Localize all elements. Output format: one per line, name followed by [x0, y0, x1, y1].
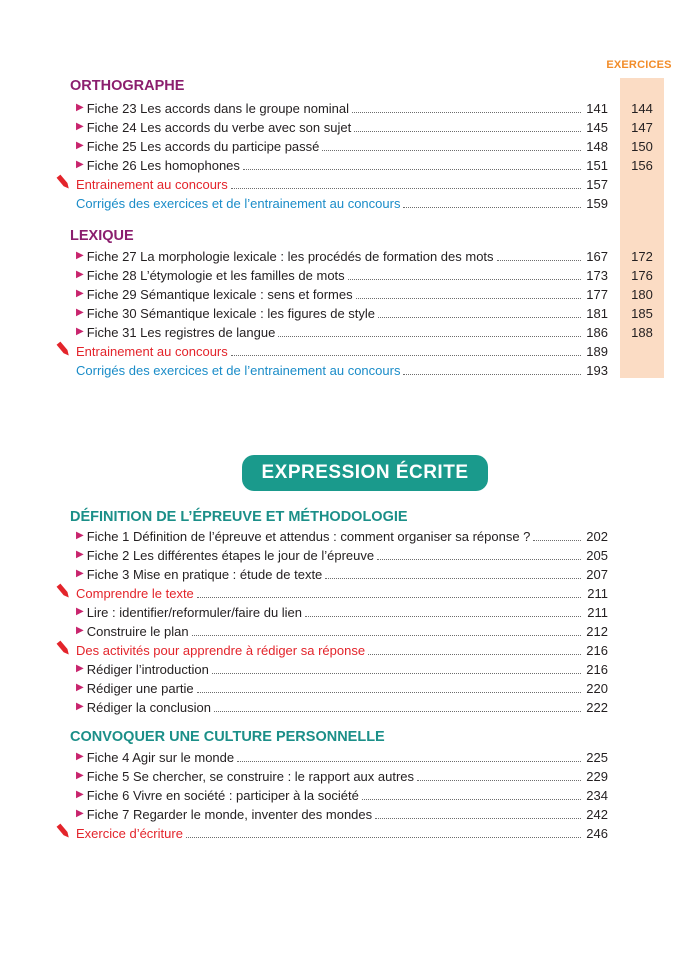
toc-entry-page: 234 [586, 788, 608, 803]
toc-entry-label: Fiche 5 Se chercher, se construire : le rapport aux autres [86, 769, 415, 784]
toc-entry-page: 229 [586, 769, 608, 784]
toc-entry-page: 222 [586, 700, 608, 715]
toc-entry[interactable] [76, 786, 608, 805]
toc-entry[interactable] [76, 603, 608, 622]
toc-entry-page: 159 [586, 196, 608, 211]
toc-entry-activites[interactable] [76, 641, 608, 660]
toc-entry-label: Corrigés des exercices et de l’entrainement au concours [76, 196, 401, 211]
dot-leader [231, 355, 581, 356]
section-title-definition: DÉFINITION DE L’ÉPREUVE ET MÉTHODOLOGIE [70, 509, 408, 525]
dot-leader [348, 279, 581, 280]
triangle-right-icon: ▶ [76, 121, 84, 132]
toc-entry-label: Fiche 24 Les accords du verbe avec son sujet [86, 120, 352, 135]
dot-leader [186, 837, 581, 838]
exercise-page[interactable]: 188 [631, 325, 653, 340]
triangle-right-icon: ▶ [76, 625, 84, 636]
dot-leader [305, 616, 581, 617]
toc-entry[interactable] [76, 99, 608, 118]
triangle-right-icon: ▶ [76, 102, 84, 113]
toc-entry[interactable] [76, 679, 608, 698]
dot-leader [403, 207, 581, 208]
dot-leader [354, 131, 581, 132]
dot-leader [377, 559, 581, 560]
toc-entry[interactable] [76, 805, 608, 824]
toc-entry-page: 205 [586, 548, 608, 563]
toc-entry-page: 167 [586, 249, 608, 264]
dot-leader [197, 597, 581, 598]
toc-entry[interactable] [76, 660, 608, 679]
triangle-right-icon: ▶ [76, 808, 84, 819]
dot-leader [497, 260, 581, 261]
toc-entry-label: Entrainement au concours [76, 177, 228, 192]
toc-entry-page: 211 [587, 586, 608, 601]
toc-entry-page: 242 [586, 807, 608, 822]
toc-entry[interactable] [76, 748, 608, 767]
dot-leader [214, 711, 581, 712]
section-title-culture: CONVOQUER UNE CULTURE PERSONNELLE [70, 729, 385, 745]
triangle-right-icon: ▶ [76, 288, 84, 299]
dot-leader [278, 336, 581, 337]
dot-leader [533, 540, 581, 541]
dot-leader [403, 374, 581, 375]
toc-entry-page: 145 [586, 120, 608, 135]
toc-entry-page: 207 [586, 567, 608, 582]
toc-entry-page: 148 [586, 139, 608, 154]
toc-entry-page: 211 [587, 605, 608, 620]
toc-entry-label: Fiche 6 Vivre en société : participer à la société [86, 788, 359, 803]
dot-leader [378, 317, 581, 318]
toc-entry[interactable] [76, 285, 608, 304]
dot-leader [356, 298, 581, 299]
toc-entry-label: Fiche 7 Regarder le monde, inventer des mondes [86, 807, 373, 822]
dot-leader [417, 780, 581, 781]
exercise-page[interactable]: 176 [631, 268, 653, 283]
expression-ecrite-banner: EXPRESSION ÉCRITE [242, 455, 488, 491]
exercise-page[interactable]: 172 [631, 249, 653, 264]
toc-entry-label: Fiche 29 Sémantique lexicale : sens et formes [86, 287, 353, 302]
toc-entry-comprendre[interactable] [76, 584, 608, 603]
toc-entry-page: 141 [586, 101, 608, 116]
exercise-page[interactable]: 147 [631, 120, 653, 135]
toc-entry[interactable] [76, 266, 608, 285]
toc-entry-label: Comprendre le texte [76, 586, 194, 601]
toc-entry[interactable] [76, 247, 608, 266]
toc-entry-page: 220 [586, 681, 608, 696]
toc-entry-label: Corrigés des exercices et de l’entrainement au concours [76, 363, 401, 378]
triangle-right-icon: ▶ [76, 770, 84, 781]
toc-entry[interactable] [76, 156, 608, 175]
dot-leader [243, 169, 581, 170]
dot-leader [231, 188, 581, 189]
toc-entry-page: 181 [586, 306, 608, 321]
dot-leader [237, 761, 581, 762]
toc-entry-page: 246 [586, 826, 608, 841]
dot-leader [375, 818, 581, 819]
exercise-page[interactable]: 156 [631, 158, 653, 173]
toc-entry-label: Fiche 30 Sémantique lexicale : les figures de style [86, 306, 376, 321]
toc-entry-exercice-ecriture[interactable] [76, 824, 608, 843]
toc-entry[interactable] [76, 304, 608, 323]
toc-entry[interactable] [76, 622, 608, 641]
toc-entry-page: 151 [586, 158, 608, 173]
toc-entry-label: Rédiger l’introduction [86, 662, 209, 677]
triangle-right-icon: ▶ [76, 307, 84, 318]
pencil-icon [54, 339, 74, 359]
triangle-right-icon: ▶ [76, 549, 84, 560]
toc-entry-corriges[interactable] [76, 194, 608, 213]
toc-entry-page: 157 [586, 177, 608, 192]
triangle-right-icon: ▶ [76, 269, 84, 280]
toc-entry-label: Entrainement au concours [76, 344, 228, 359]
toc-entry-label: Construire le plan [86, 624, 189, 639]
triangle-right-icon: ▶ [76, 530, 84, 541]
toc-entry-page: 186 [586, 325, 608, 340]
triangle-right-icon: ▶ [76, 682, 84, 693]
toc-entry-page: 202 [586, 529, 608, 544]
toc-entry-page: 216 [586, 643, 608, 658]
dot-leader [352, 112, 581, 113]
triangle-right-icon: ▶ [76, 568, 84, 579]
triangle-right-icon: ▶ [76, 789, 84, 800]
toc-entry-page: 173 [586, 268, 608, 283]
exercise-page[interactable]: 185 [631, 306, 653, 321]
pencil-icon [54, 172, 74, 192]
exercise-page[interactable]: 144 [631, 101, 653, 116]
toc-entry-label: Lire : identifier/reformuler/faire du lien [86, 605, 303, 620]
toc-entry-label: Fiche 25 Les accords du participe passé [86, 139, 320, 154]
toc-entry-label: Fiche 1 Définition de l’épreuve et attendus : comment organiser sa réponse ? [86, 529, 531, 544]
triangle-right-icon: ▶ [76, 159, 84, 170]
toc-entry-corriges[interactable] [76, 361, 608, 380]
triangle-right-icon: ▶ [76, 701, 84, 712]
toc-entry-label: Fiche 26 Les homophones [86, 158, 240, 173]
toc-entry-label: Fiche 3 Mise en pratique : étude de texte [86, 567, 323, 582]
exercise-page[interactable]: 150 [631, 139, 653, 154]
exercices-header: EXERCICES [606, 59, 672, 71]
section-title-orthographe: ORTHOGRAPHE [70, 78, 185, 94]
triangle-right-icon: ▶ [76, 751, 84, 762]
toc-entry[interactable] [76, 565, 608, 584]
toc-entry-label: Rédiger une partie [86, 681, 194, 696]
section-title-lexique: LEXIQUE [70, 228, 134, 244]
toc-entry-label: Des activités pour apprendre à rédiger sa réponse [76, 643, 366, 658]
exercise-page[interactable]: 180 [631, 287, 653, 302]
toc-entry-label: Rédiger la conclusion [86, 700, 211, 715]
pencil-icon [54, 581, 74, 601]
dot-leader [322, 150, 581, 151]
dot-leader [362, 799, 581, 800]
toc-entry[interactable] [76, 767, 608, 786]
toc-entry-entrainement[interactable] [76, 175, 608, 194]
triangle-right-icon: ▶ [76, 606, 84, 617]
pencil-icon [54, 638, 74, 658]
dot-leader [368, 654, 581, 655]
toc-entry[interactable] [76, 527, 608, 546]
toc-entry-page: 216 [586, 662, 608, 677]
toc-entry-entrainement[interactable] [76, 342, 608, 361]
toc-entry-page: 189 [586, 344, 608, 359]
triangle-right-icon: ▶ [76, 140, 84, 151]
toc-entry[interactable] [76, 698, 608, 717]
toc-entry-label: Fiche 28 L’étymologie et les familles de mots [86, 268, 345, 283]
pencil-icon [54, 821, 74, 841]
dot-leader [192, 635, 581, 636]
dot-leader [197, 692, 581, 693]
toc-entry-label: Fiche 2 Les différentes étapes le jour de l’épreuve [86, 548, 375, 563]
triangle-right-icon: ▶ [76, 663, 84, 674]
toc-entry-label: Fiche 23 Les accords dans le groupe nominal [86, 101, 350, 116]
toc-entry-label: Fiche 31 Les registres de langue [86, 325, 276, 340]
toc-entry[interactable] [76, 137, 608, 156]
toc-entry-label: Exercice d’écriture [76, 826, 183, 841]
toc-entry[interactable] [76, 546, 608, 565]
toc-entry[interactable] [76, 323, 608, 342]
toc-entry-page: 212 [586, 624, 608, 639]
toc-entry-page: 225 [586, 750, 608, 765]
dot-leader [212, 673, 581, 674]
toc-entry-label: Fiche 4 Agir sur le monde [86, 750, 235, 765]
toc-entry-page: 193 [586, 363, 608, 378]
triangle-right-icon: ▶ [76, 250, 84, 261]
dot-leader [325, 578, 581, 579]
toc-entry-page: 177 [586, 287, 608, 302]
triangle-right-icon: ▶ [76, 326, 84, 337]
toc-entry[interactable] [76, 118, 608, 137]
toc-entry-label: Fiche 27 La morphologie lexicale : les procédés de formation des mots [86, 249, 494, 264]
